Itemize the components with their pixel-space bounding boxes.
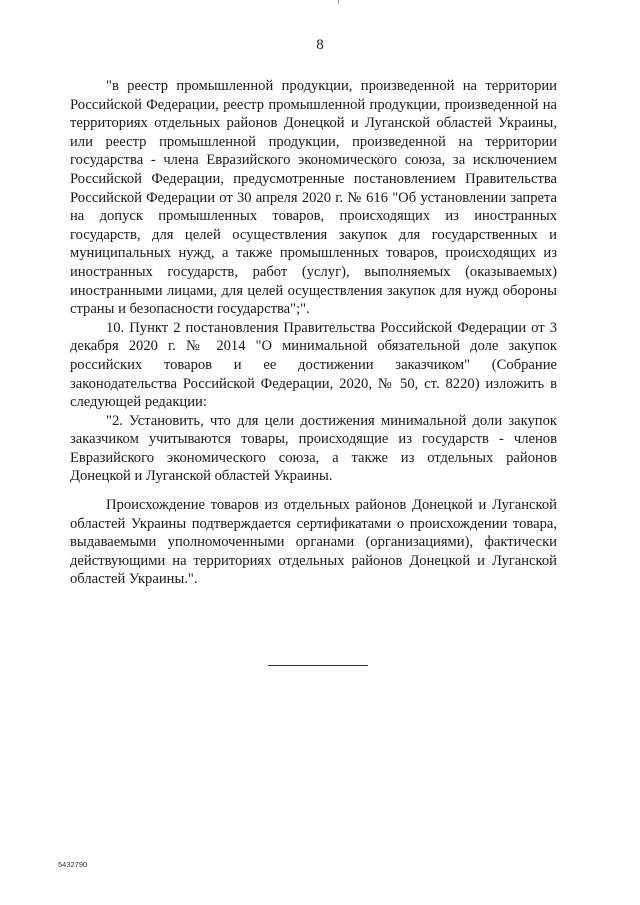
document-code: 5432790 — [58, 860, 88, 869]
paragraph-origin-certificates: Происхождение товаров из отдельных районов Донецкой и Луганской областей Украины подтверждается сертификатами о происхождении товара, выдаваемыми уполномоченными органами (организациями), фактически действующими на территориях отдельных районов Донецкой и Луганской областей Украины.". — [70, 497, 557, 588]
paragraph-item-10: 10. Пункт 2 постановления Правительства Российской Федерации от 3 декабря 2020 г. № 2014 "О минимальной обязательной доле закупок российских товаров и ее достижении заказчиком" (Собрание законодательства Российской Федерации, 2020, № 50, ст. 8220) изложить в следующей редакции: — [70, 319, 557, 411]
paragraph-registry-clause: "в реестр промышленной продукции, произведенной на территории Российской Федерации, реестр промышленной продукции, произведенной на территориях отдельных районов Донецкой и Луганской областей Украины, или реестр промышленной продукции, произведенной на территории государства - члена Евразийского экономического союза, за исключением Российской Федерации, предусмотренные постановлением Правительства Российской Федерации от 30 апреля 2020 г. № 616 "Об установлении запрета на допуск промышленных товаров, происходящих из иностранных государств, для целей осуществления закупок для государственных и муниципальных нужд, а также промышленных товаров, происходящих из иностранных государств, работ (услуг), выполняемых (оказываемых) иностранными лицами, для целей осуществления закупок для нужд обороны страны и безопасности государства";". — [70, 78, 557, 318]
page-number: 8 — [316, 37, 324, 53]
paragraph-quoted-clause-2: "2. Установить, что для цели достижения минимальной доли закупок заказчиком учитываются товары, происходящие из государств - членов Евразийского экономического союза, а также из отдельных районов Донецкой и Луганской областей Украины. — [70, 412, 557, 485]
document-body — [70, 77, 557, 589]
end-of-text-divider — [268, 665, 368, 666]
scan-edge-mark — [338, 0, 339, 4]
